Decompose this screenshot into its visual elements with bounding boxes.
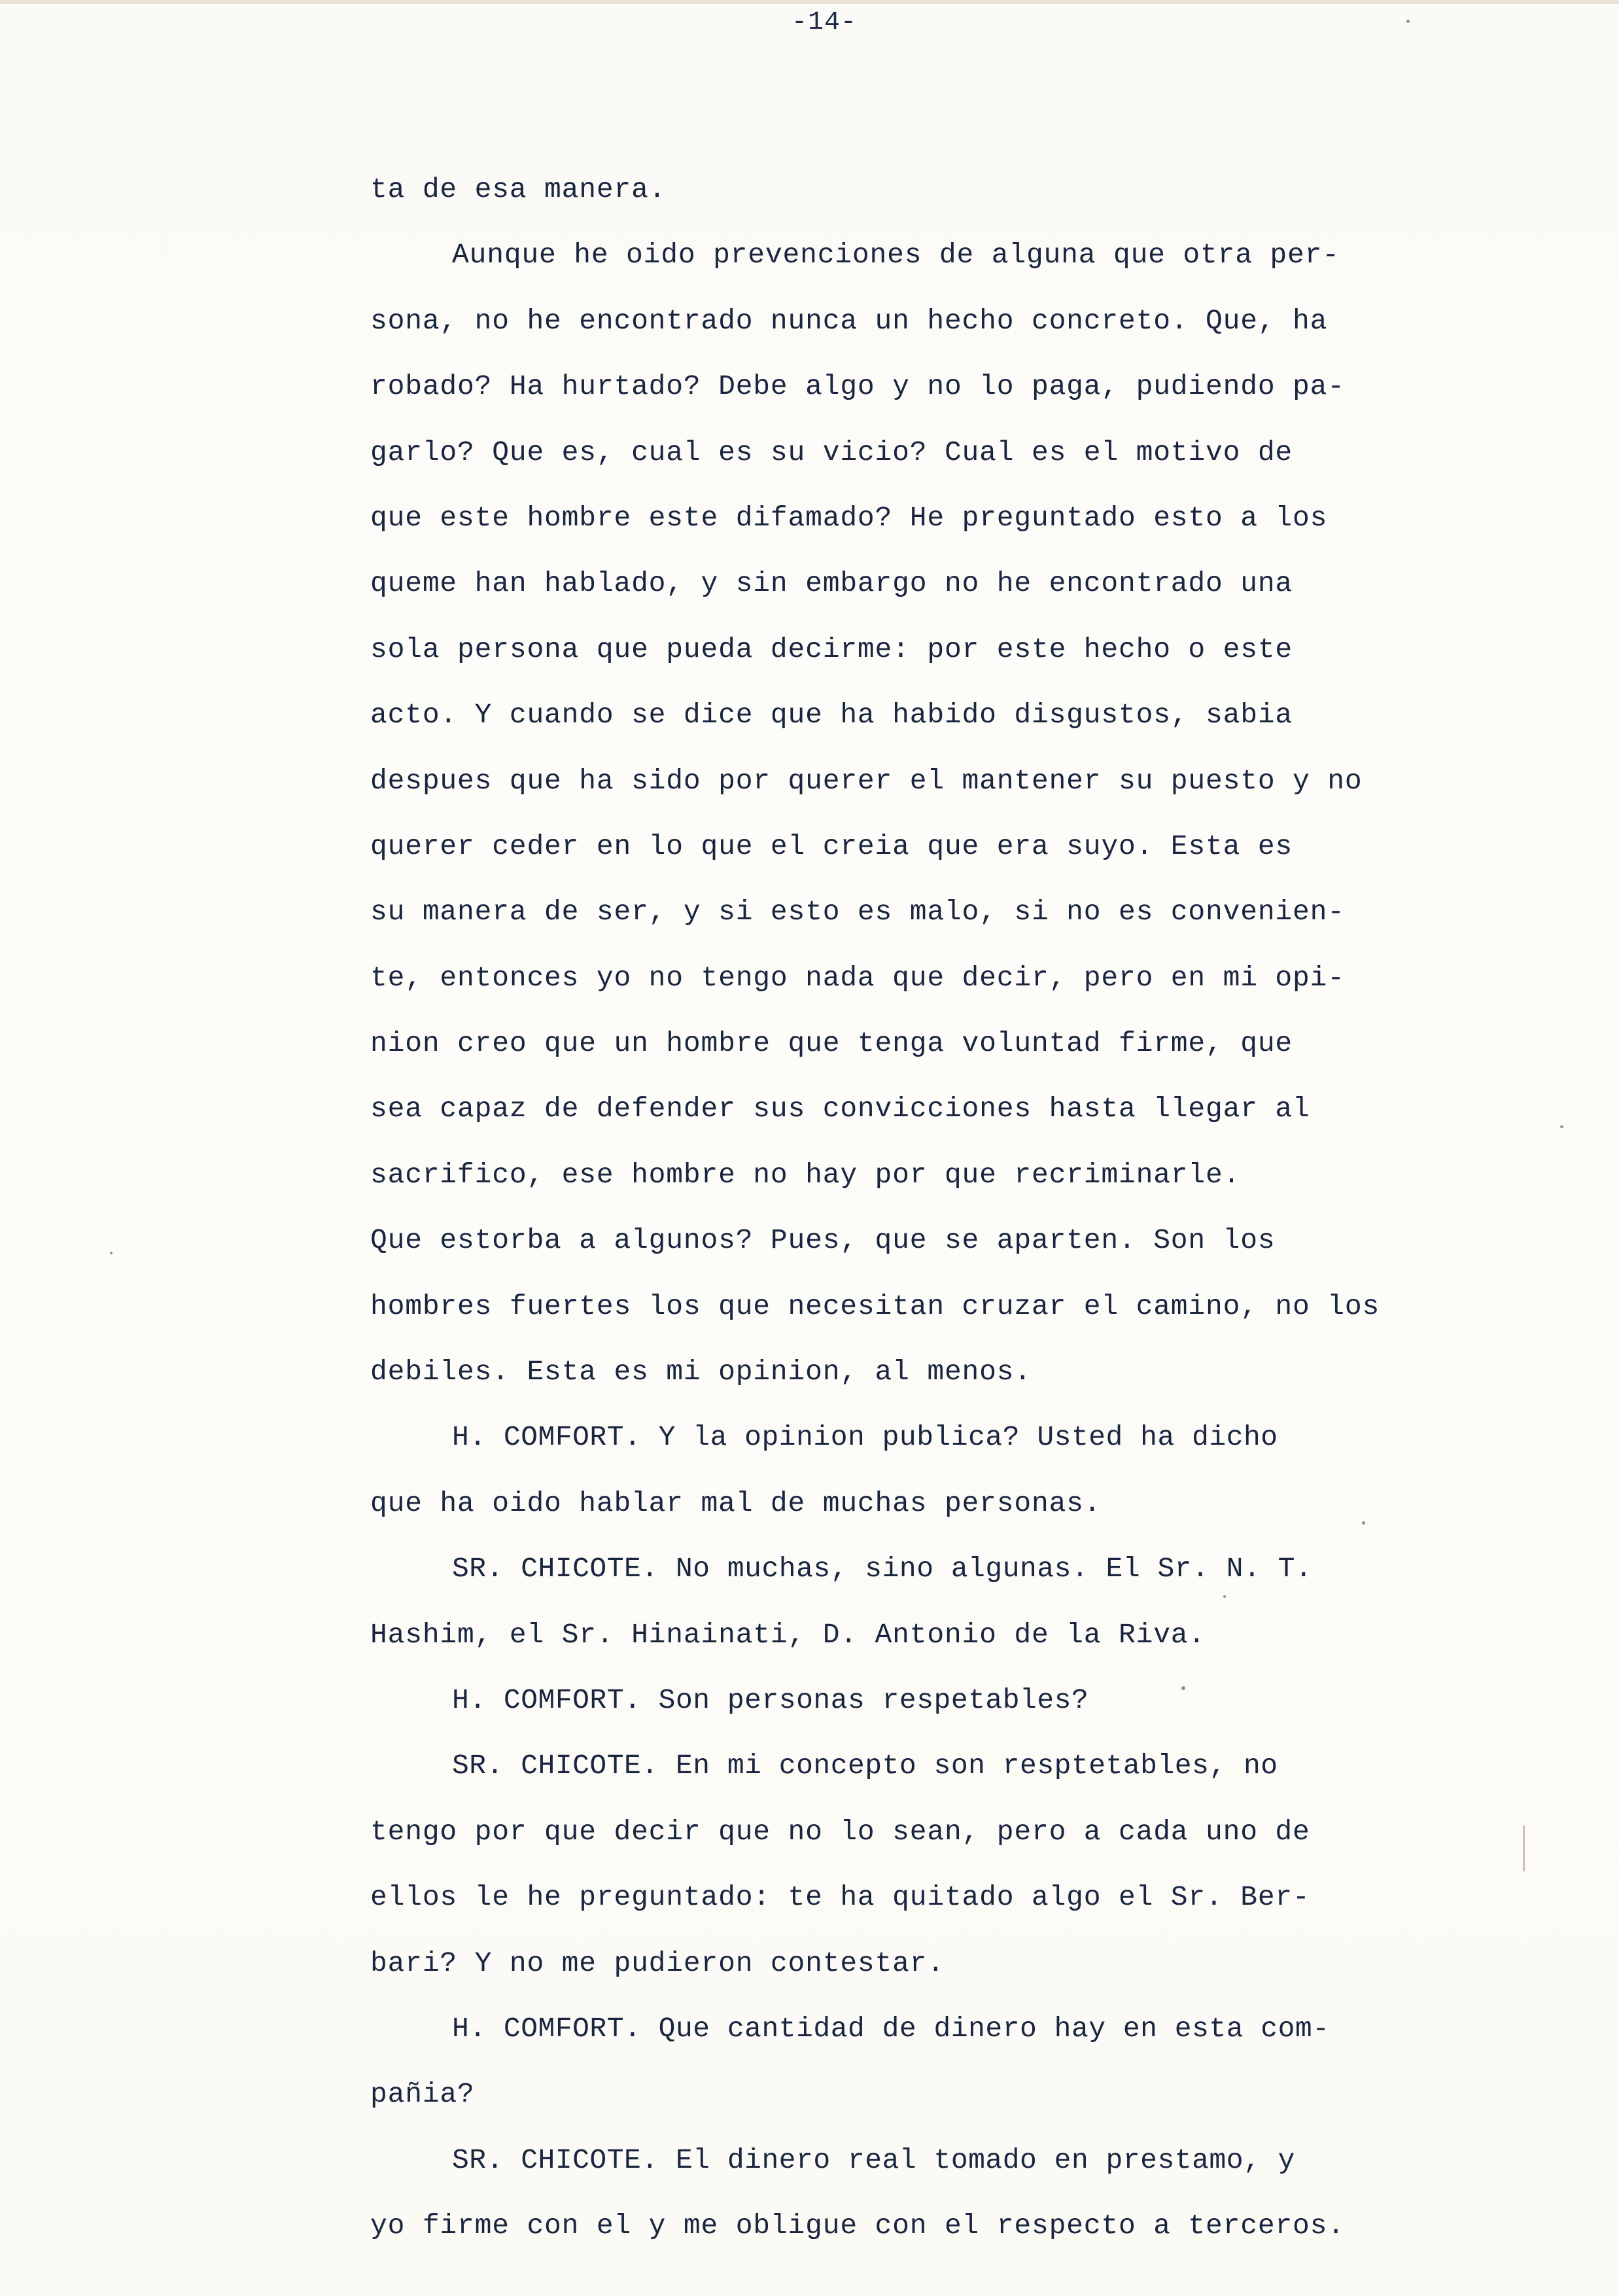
text-line: debiles. Esta es mi opinion, al menos.: [370, 1356, 1032, 1388]
text-line: Que estorba a algunos? Pues, que se aparten. Son los: [370, 1224, 1276, 1257]
dialogue-line: H. COMFORT. Son personas respetables?: [452, 1684, 1089, 1716]
paper-speck: [1560, 1125, 1563, 1128]
paper-speck: [1223, 1595, 1226, 1598]
paper-speck: [1181, 1686, 1185, 1690]
text-line: robado? Ha hurtado? Debe algo y no lo paga, pudiendo pa-: [370, 370, 1345, 403]
page-top-edge: [0, 0, 1619, 4]
text-line: despues que ha sido por querer el mantener su puesto y no: [370, 764, 1363, 797]
paper-speck: [1362, 1521, 1365, 1525]
text-line: nion creo que un hombre que tenga voluntad firme, que: [370, 1027, 1293, 1060]
text-line: ellos le he preguntado: te ha quitado algo el Sr. Ber-: [370, 1881, 1310, 1914]
text-line: Hashim, el Sr. Hinainati, D. Antonio de la Riva.: [370, 1618, 1206, 1651]
text-line: que este hombre este difamado? He preguntado esto a los: [370, 501, 1328, 534]
text-line: querer ceder en lo que el creia que era suyo. Esta es: [370, 830, 1293, 862]
text-line: bari? Y no me pudieron contestar.: [370, 1947, 945, 1979]
text-line: ta de esa manera.: [370, 173, 667, 205]
dialogue-line: SR. CHICOTE. En mi concepto son resptetables, no: [452, 1750, 1278, 1782]
dialogue-line: SR. CHICOTE. No muchas, sino algunas. El Sr. N. T.: [452, 1553, 1313, 1585]
text-line: sona, no he encontrado nunca un hecho concreto. Que, ha: [370, 304, 1328, 337]
text-line: sea capaz de defender sus convicciones hasta llegar al: [370, 1093, 1310, 1125]
text-line: te, entonces yo no tengo nada que decir, pero en mi opi-: [370, 961, 1345, 994]
margin-mark: [1523, 1826, 1525, 1871]
body-text: [370, 157, 1378, 2259]
text-line: garlo? Que es, cual es su vicio? Cual es el motivo de: [370, 436, 1293, 468]
dialogue-line: H. COMFORT. Que cantidad de dinero hay en esta com-: [452, 2012, 1330, 2045]
text-line: yo firme con el y me obligue con el respecto a terceros.: [370, 2210, 1345, 2242]
text-line: que ha oido hablar mal de muchas personas.: [370, 1487, 1102, 1519]
page-number: -14-: [791, 8, 857, 37]
text-line: acto. Y cuando se dice que ha habido disgustos, sabia: [370, 699, 1293, 732]
text-line: sola persona que pueda decirme: por este hecho o este: [370, 633, 1293, 665]
text-line: tengo por que decir que no lo sean, pero a cada uno de: [370, 1815, 1310, 1848]
text-line: su manera de ser, y si esto es malo, si no es convenien-: [370, 896, 1345, 928]
dialogue-line: H. COMFORT. Y la opinion publica? Usted ha dicho: [452, 1421, 1278, 1454]
text-line: queme han hablado, y sin embargo no he encontrado una: [370, 567, 1293, 600]
dialogue-line: SR. CHICOTE. El dinero real tomado en prestamo, y: [452, 2144, 1295, 2176]
text-line: hombres fuertes los que necesitan cruzar el camino, no los: [370, 1290, 1380, 1322]
paper-speck: [110, 1252, 113, 1254]
text-line: sacrifico, ese hombre no hay por que recriminarle.: [370, 1158, 1241, 1191]
text-line: Aunque he oido prevenciones de alguna que otra per-: [452, 239, 1340, 272]
text-line: pañia?: [370, 2078, 475, 2111]
paper-speck: [1406, 20, 1410, 23]
